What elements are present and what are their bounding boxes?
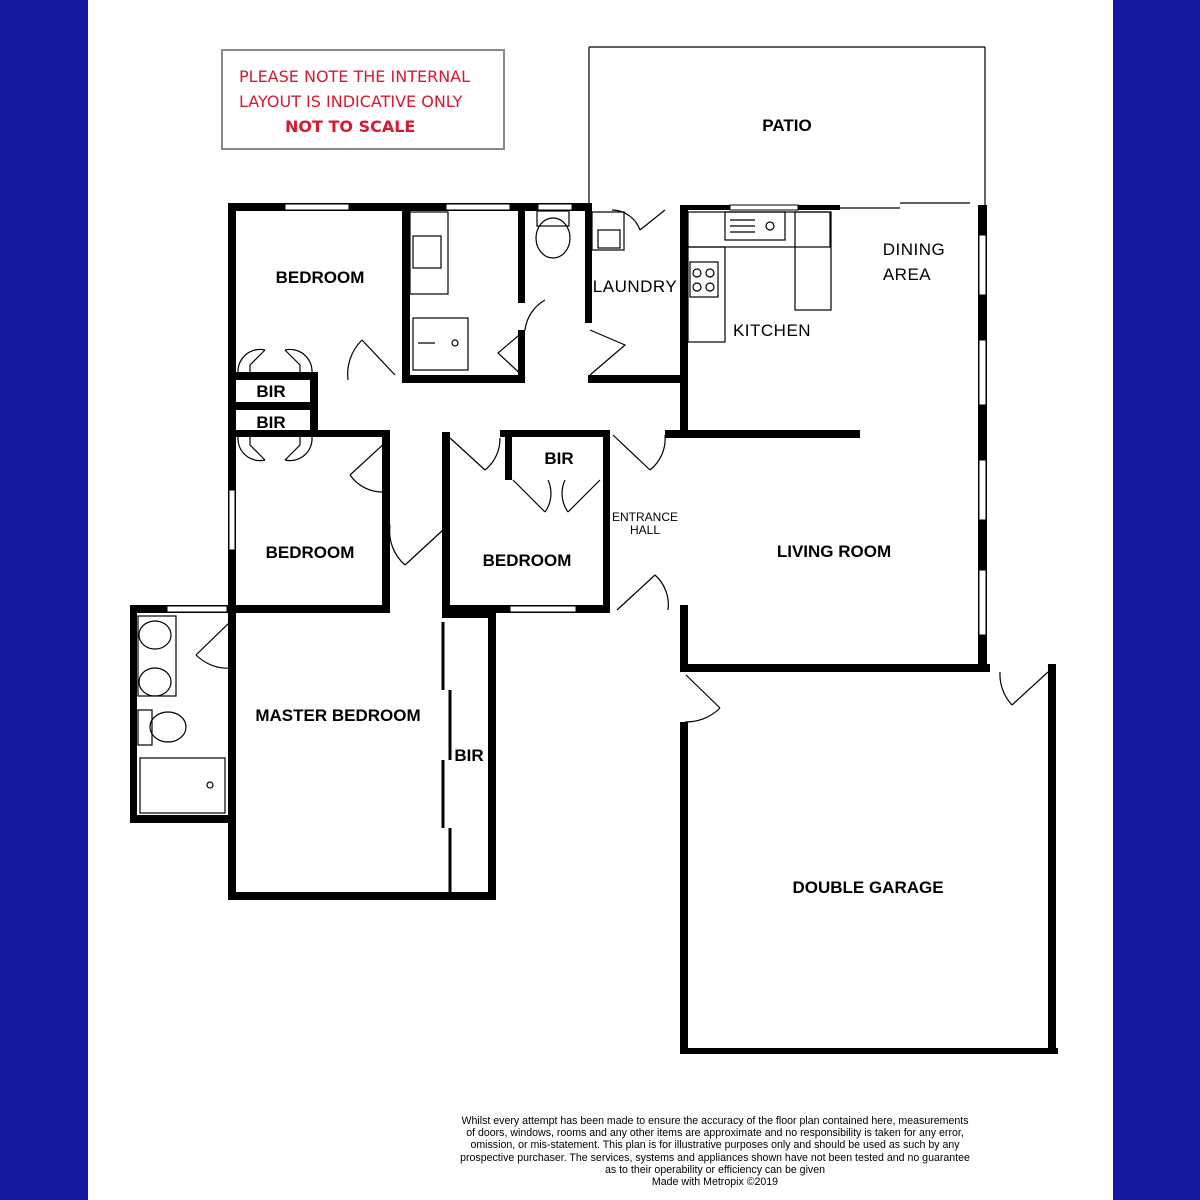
label-bedroom-left: BEDROOM bbox=[265, 543, 355, 562]
label-bir-2: BIR bbox=[256, 413, 286, 432]
disclaimer-line: as to their operability or efficiency can be given bbox=[604, 1163, 826, 1176]
label-patio: PATIO bbox=[762, 116, 812, 135]
disclaimer-line: prospective purchaser. The services, systems and appliances shown have not been tested and no guarantee bbox=[460, 1151, 970, 1164]
label-bedroom-top: BEDROOM bbox=[275, 268, 365, 287]
disclaimer-line: Whilst every attempt has been made to ensure the accuracy of the floor plan contained here, measurements bbox=[461, 1115, 969, 1127]
label-dining-2: AREA bbox=[882, 265, 932, 284]
label-bir-1: BIR bbox=[256, 382, 286, 401]
disclaimer-line: omission, or mis-statement. This plan is for illustrative purposes only and should be used as such by any bbox=[470, 1139, 960, 1152]
scale-notice bbox=[221, 49, 505, 150]
label-laundry: LAUNDRY bbox=[592, 277, 678, 296]
label-bedroom-mid: BEDROOM bbox=[482, 551, 572, 570]
notice-line-1: PLEASE NOTE THE INTERNAL bbox=[239, 67, 471, 86]
label-bir-3: BIR bbox=[544, 449, 574, 468]
label-garage: DOUBLE GARAGE bbox=[792, 878, 944, 897]
room-labels bbox=[255, 116, 945, 897]
notice-line-2: LAYOUT IS INDICATIVE ONLY bbox=[239, 92, 463, 111]
notice-line-3: NOT TO SCALE bbox=[285, 117, 416, 136]
label-entrance-2: HALL bbox=[629, 523, 661, 537]
label-living: LIVING ROOM bbox=[776, 542, 892, 561]
disclaimer-line: of doors, windows, rooms and any other items are approximate and no responsibility is taken for any error, bbox=[466, 1127, 964, 1140]
label-dining-1: DINING bbox=[882, 240, 946, 259]
label-master: MASTER BEDROOM bbox=[255, 706, 421, 725]
label-entrance-1: ENTRANCE bbox=[611, 510, 679, 524]
label-bir-4: BIR bbox=[454, 746, 484, 765]
disclaimer bbox=[420, 1115, 1010, 1188]
fixtures bbox=[138, 211, 831, 813]
walls bbox=[130, 203, 1058, 1054]
disclaimer-credit: Made with Metropix ©2019 bbox=[651, 1176, 779, 1189]
label-kitchen: KITCHEN bbox=[732, 321, 812, 340]
